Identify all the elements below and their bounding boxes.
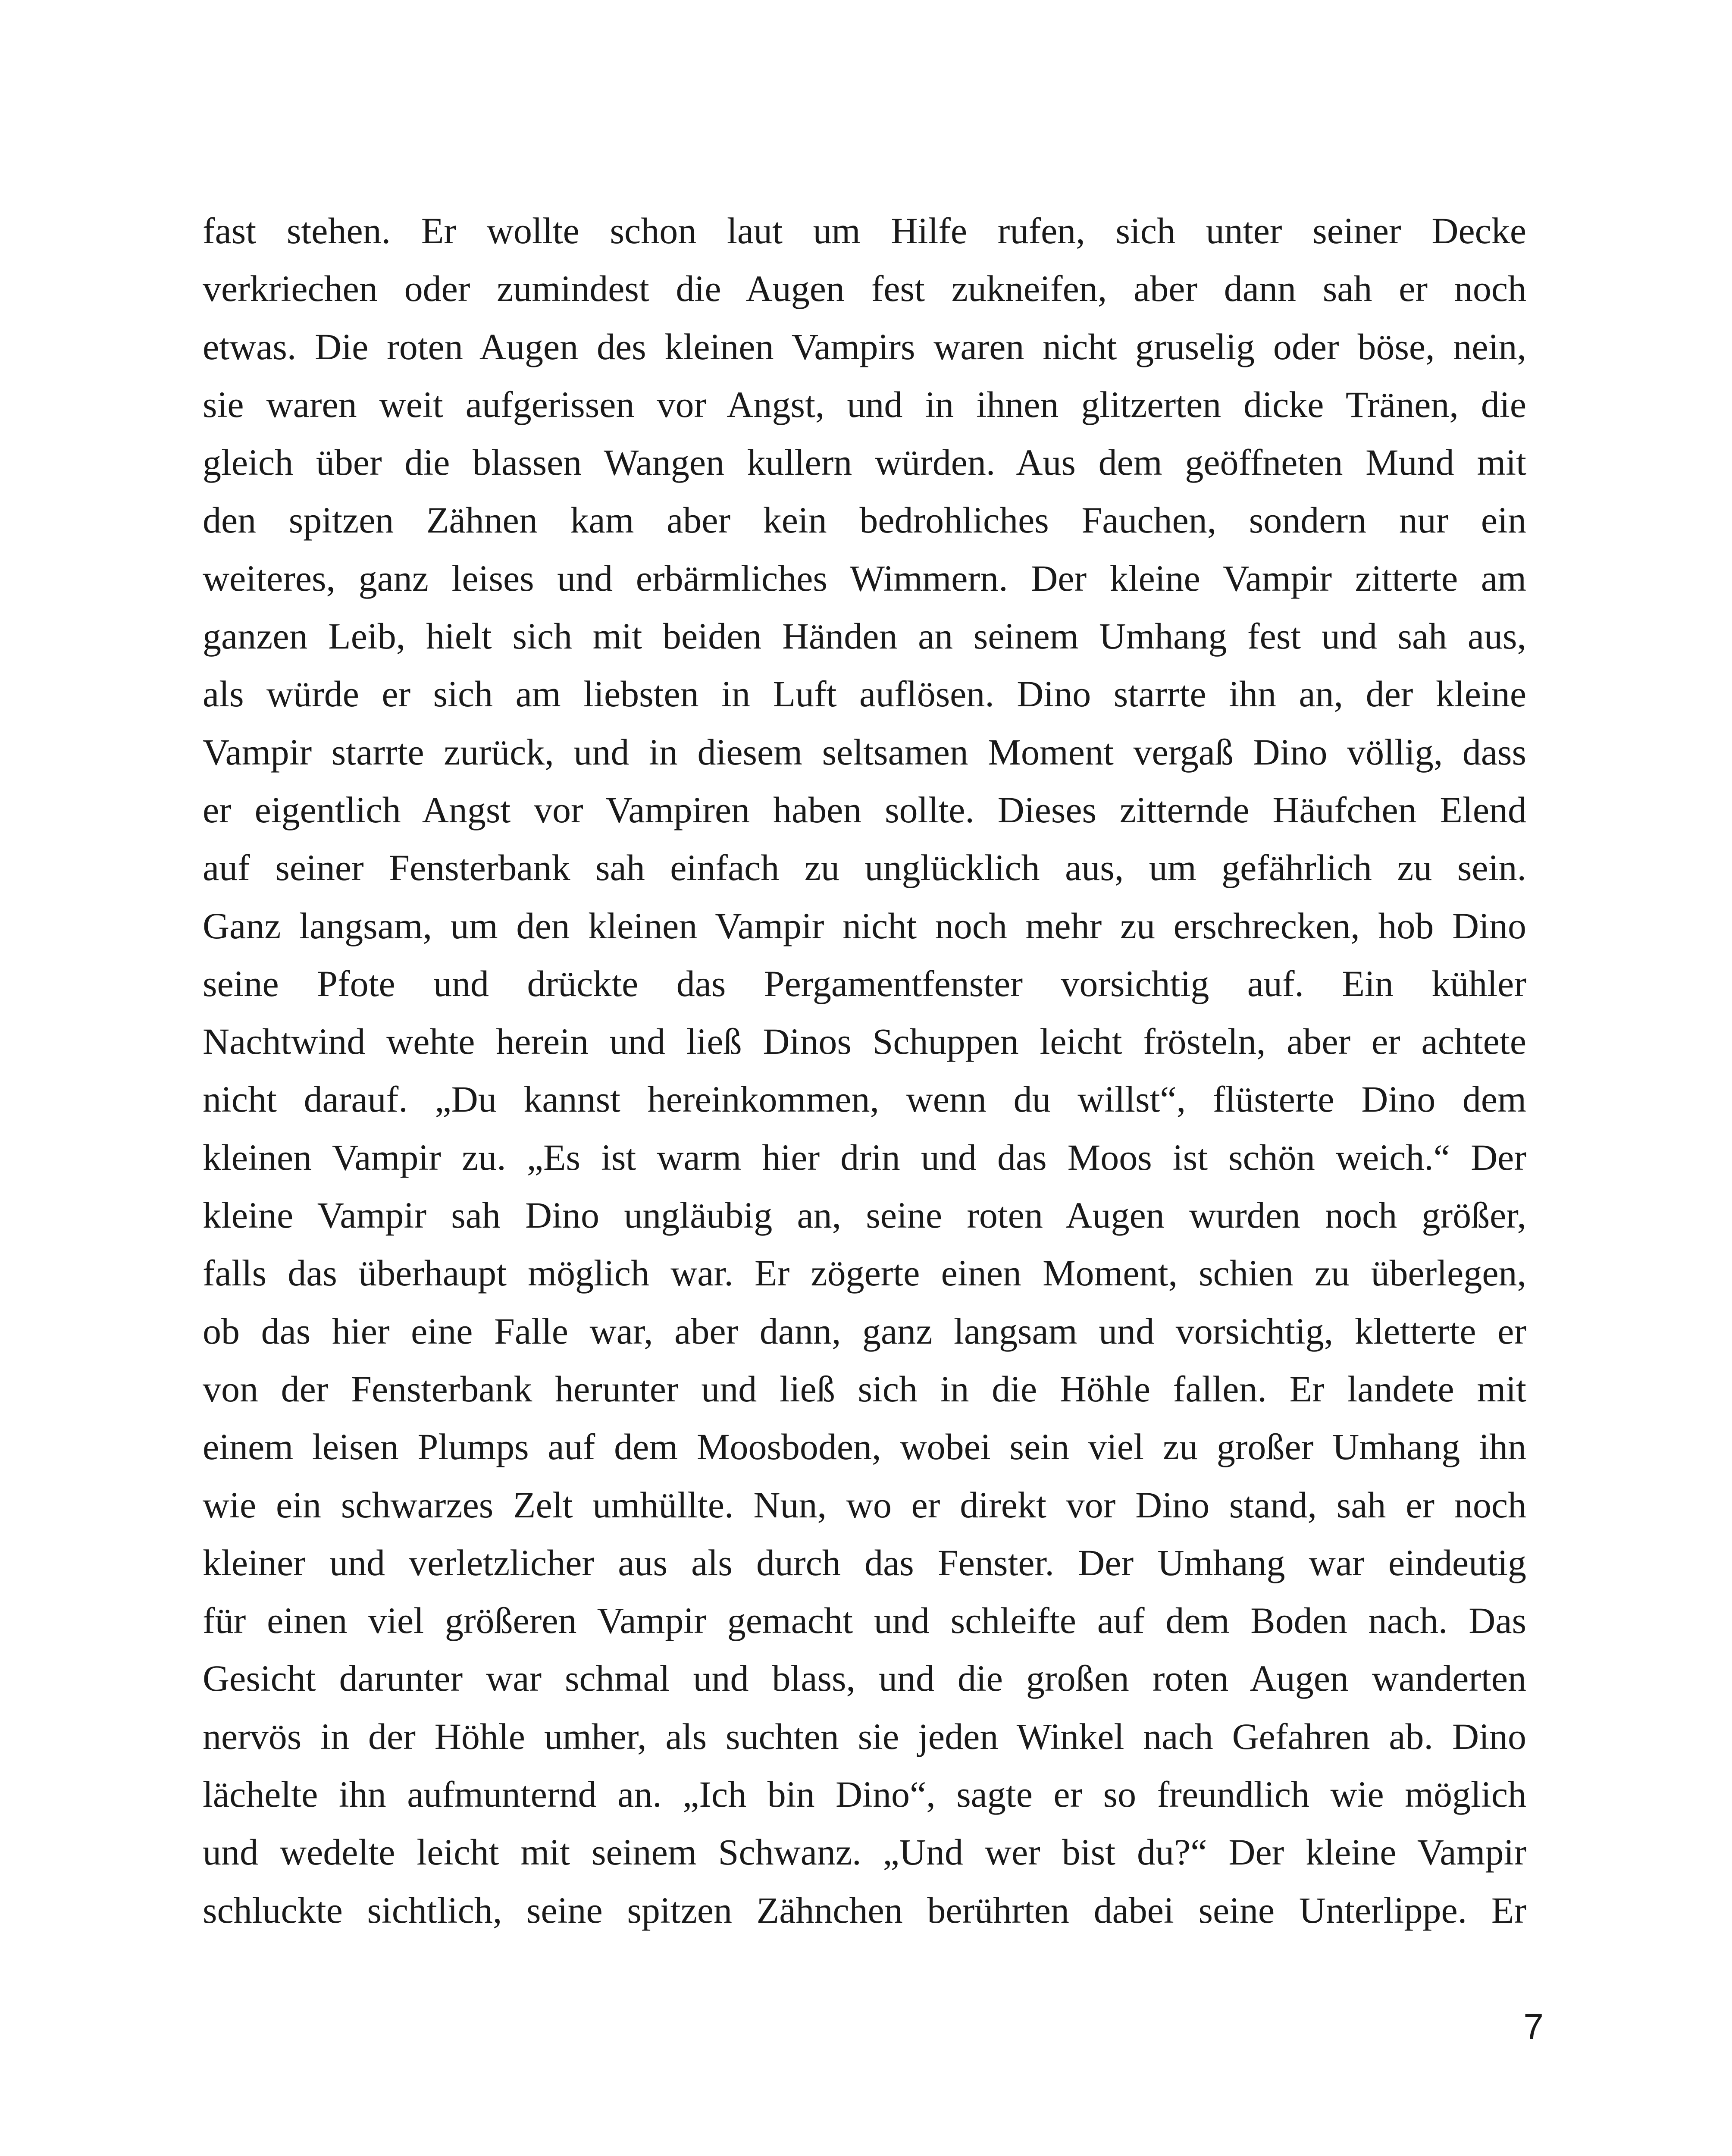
text-line: fast stehen. Er wollte schon laut um Hilfe rufen, sich unter seiner Decke <box>203 210 1526 251</box>
text-line: nicht darauf. „Du kannst hereinkommen, wenn du willst“, flüsterte Dino dem <box>203 1078 1526 1120</box>
text-line: etwas. Die roten Augen des kleinen Vampirs waren nicht gruselig oder böse, nein, <box>203 326 1526 367</box>
text-line: kleinen Vampir zu. „Es ist warm hier drin und das Moos ist schön weich.“ Der <box>203 1136 1526 1178</box>
text-line: einem leisen Plumps auf dem Moosboden, wobei sein viel zu großer Umhang ihn <box>203 1426 1526 1468</box>
text-line: auf seiner Fensterbank sah einfach zu unglücklich aus, um gefährlich zu sein. <box>203 847 1526 889</box>
text-line: wie ein schwarzes Zelt umhüllte. Nun, wo er direkt vor Dino stand, sah er noch <box>203 1484 1526 1526</box>
text-line: seine Pfote und drückte das Pergamentfenster vorsichtig auf. Ein kühler <box>203 962 1526 1004</box>
text-line: nervös in der Höhle umher, als suchten sie jeden Winkel nach Gefahren ab. Dino <box>203 1715 1526 1757</box>
text-line: kleiner und verletzlicher aus als durch das Fenster. Der Umhang war eindeutig <box>203 1542 1526 1583</box>
text-line: ganzen Leib, hielt sich mit beiden Händen an seinem Umhang fest und sah aus, <box>203 615 1526 657</box>
text-line: ob das hier eine Falle war, aber dann, ganz langsam und vorsichtig, kletterte er <box>203 1310 1526 1352</box>
text-line: Vampir starrte zurück, und in diesem seltsamen Moment vergaß Dino völlig, dass <box>203 731 1526 773</box>
text-line: lächelte ihn aufmunternd an. „Ich bin Dino“, sagte er so freundlich wie möglich <box>203 1774 1526 1815</box>
text-line: schluckte sichtlich, seine spitzen Zähnchen berührten dabei seine Unterlippe. Er <box>203 1889 1526 1931</box>
text-line: falls das überhaupt möglich war. Er zögerte einen Moment, schien zu überlegen, <box>203 1252 1526 1294</box>
text-line: und wedelte leicht mit seinem Schwanz. „Und wer bist du?“ Der kleine Vampir <box>203 1831 1526 1873</box>
text-line: kleine Vampir sah Dino ungläubig an, seine roten Augen wurden noch größer, <box>203 1194 1526 1236</box>
page-number: 7 <box>1523 2006 1544 2047</box>
text-line: gleich über die blassen Wangen kullern würden. Aus dem geöffneten Mund mit <box>203 442 1526 483</box>
text-line: er eigentlich Angst vor Vampiren haben sollte. Dieses zitternde Häufchen Elend <box>203 789 1526 830</box>
text-line: Gesicht darunter war schmal und blass, und die großen roten Augen wanderten <box>203 1658 1526 1699</box>
text-line: weiteres, ganz leises und erbärmliches Wimmern. Der kleine Vampir zitterte am <box>203 557 1526 599</box>
text-line: Nachtwind wehte herein und ließ Dinos Schuppen leicht frösteln, aber er achtete <box>203 1021 1526 1062</box>
body-text <box>203 202 1526 1939</box>
text-line: von der Fensterbank herunter und ließ sich in die Höhle fallen. Er landete mit <box>203 1368 1526 1410</box>
text-line: als würde er sich am liebsten in Luft auflösen. Dino starrte ihn an, der kleine <box>203 673 1526 715</box>
text-line: für einen viel größeren Vampir gemacht und schleifte auf dem Boden nach. Das <box>203 1600 1526 1642</box>
text-line: sie waren weit aufgerissen vor Angst, und in ihnen glitzerten dicke Tränen, die <box>203 383 1526 425</box>
text-line: verkriechen oder zumindest die Augen fest zukneifen, aber dann sah er noch <box>203 268 1526 310</box>
text-line: den spitzen Zähnen kam aber kein bedrohliches Fauchen, sondern nur ein <box>203 499 1526 541</box>
text-line: Ganz langsam, um den kleinen Vampir nicht noch mehr zu erschrecken, hob Dino <box>203 905 1526 946</box>
